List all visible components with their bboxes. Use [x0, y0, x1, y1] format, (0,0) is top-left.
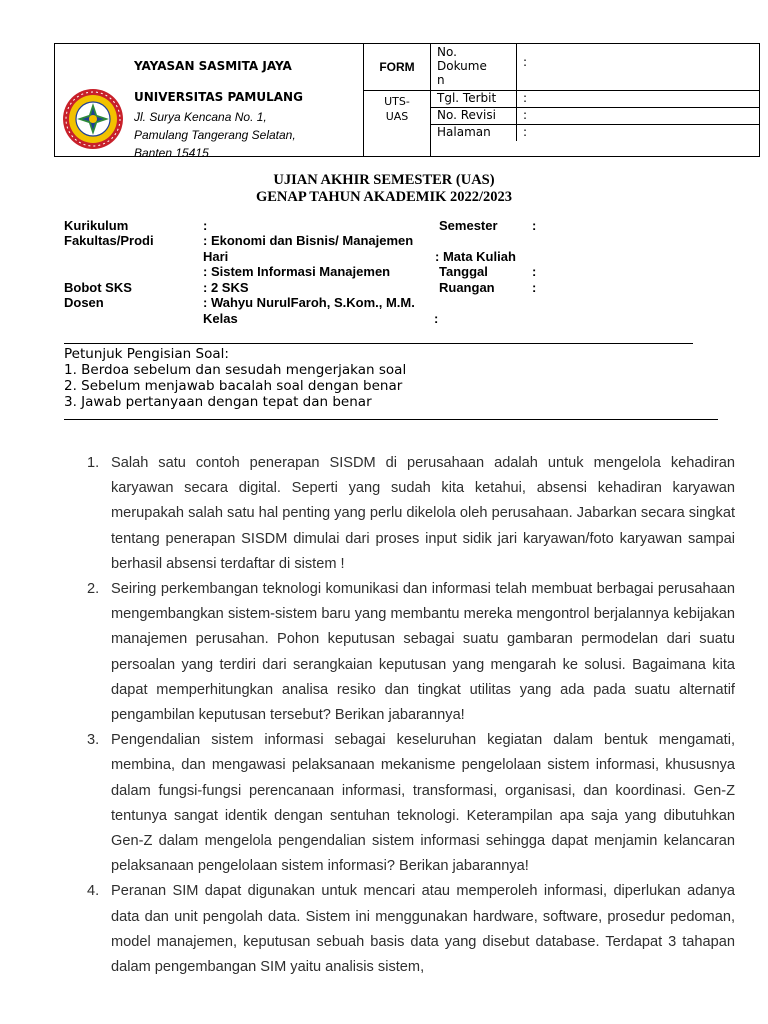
meta-label-halaman: Halaman	[431, 125, 517, 141]
header-org-cell	[55, 44, 364, 160]
org-name-university: UNIVERSITAS PAMULANG	[134, 90, 303, 104]
header-form-cell	[364, 44, 431, 157]
question-text: Salah satu contoh penerapan SISDM di perusahaan adalah untuk mengelola kehadiran karyawan secara digital. Seperti yang sudah kita ketahui, absensi kehadiran karyawan merupakah salah satu hal penting yang perlu dikelola oleh perusahaan. Jabarkan secara singkat tentang penerapan SISDM dimulai dari proses input sidik jari karyawan/foto karyawan sampai berhasil absensi terdaftar di sistem !	[111, 455, 735, 572]
question-item	[87, 879, 735, 980]
meta-colon: :	[523, 125, 528, 139]
info-label-kelas: Kelas	[203, 311, 238, 326]
question-number: 2.	[87, 581, 100, 598]
form-label: FORM	[364, 44, 430, 91]
info-label-hari: Hari	[203, 249, 229, 264]
instructions-top-rule	[64, 343, 693, 344]
meta-label-no-revisi: No. Revisi	[431, 108, 517, 124]
exam-subtitle: GENAP TAHUN AKADEMIK 2022/2023	[255, 189, 513, 205]
info-colon-tanggal: :	[532, 264, 537, 279]
info-colon-semester: :	[532, 218, 537, 233]
info-value-fakultas: : Ekonomi dan Bisnis/ Manajemen	[203, 233, 414, 248]
meta-label-no-dokumen	[431, 44, 517, 90]
form-code-line-2: UAS	[385, 110, 409, 123]
meta-label-line: n	[437, 73, 445, 87]
address-line-1: Jl. Surya Kencana No. 1,	[134, 110, 267, 124]
question-text: Pengendalian sistem informasi sebagai keseluruhan kegiatan dalam bentuk mengamati, membina, dan mengawasi pelaksanaan mekanisme pengelolaan sistem informasi, khususnya dalam fungsi-fungsi perencanaan informasi, transformasi, organisasi, dan koordinasi. Gen-Z tentunya sangat identik dengan sentuhan teknologi. Keterampilan apa saja yang dibutuhkan Gen-Z dalam mengelola pengendalian sistem informasi sehingga dapat menjamin kelancaran pelaksanaan pengelolaan sistem informasi? Berikan jabarannya!	[111, 732, 735, 875]
meta-label-line: Dokume	[437, 59, 487, 73]
question-list	[87, 451, 735, 980]
question-text: Seiring perkembangan teknologi komunikasi dan informasi telah membuat berbagai perusahaan mengembangkan sistem-sistem baru yang membantu mereka mengontrol berjalannya kebijakan manajemen perusahan. Pohon keputusan sebagai suatu gambaran permodelan dari suatu persoalan yang terdiri dari serangkaian keputusan yang mengarah ke solusi. Bagaimana kita dapat memperhitungkan analisa resiko dan tingkat utilitas yang ada pada suatu alternatif pengambilan keputusan tersebut? Berikan jabarannya!	[111, 581, 735, 724]
question-text: Peranan SIM dapat digunakan untuk mencari atau memperoleh informasi, diperlukan adanya data dan unit pengolah data. Sistem ini menggunakan hardware, software, prosedur pedoman, model manajemen, keputusan sebuah basis data yang disebut database. Terdapat 3 tahapan dalam pengembangan SIM yaitu analisis sistem,	[111, 883, 735, 976]
address-line-3: Banten 15415	[134, 146, 209, 160]
question-number: 4.	[87, 883, 100, 900]
org-address	[134, 108, 362, 162]
info-value-mata-kuliah: : Sistem Informasi Manajemen	[203, 264, 391, 279]
instruction-item: 2. Sebelum menjawab bacalah soal dengan benar	[64, 378, 403, 394]
meta-label-line: No.	[437, 45, 457, 59]
info-colon-ruangan: :	[532, 280, 537, 295]
info-label-kurikulum: Kurikulum	[64, 218, 129, 233]
meta-label-tgl-terbit: Tgl. Terbit	[431, 91, 517, 107]
info-value-dosen: : Wahyu NurulFaroh, S.Kom., M.M.	[203, 295, 415, 310]
info-label-bobot: Bobot SKS	[64, 280, 132, 295]
info-label-dosen: Dosen	[64, 295, 104, 310]
form-code-line-1: UTS-	[384, 95, 410, 108]
exam-title: UJIAN AKHIR SEMESTER (UAS)	[273, 172, 495, 188]
question-number: 1.	[87, 455, 100, 471]
info-colon-kelas: :	[434, 311, 439, 326]
form-code	[364, 91, 430, 124]
info-label-mata-kuliah: : Mata Kuliah	[435, 249, 516, 264]
question-item	[87, 451, 735, 577]
meta-colon: :	[523, 91, 528, 105]
meta-row-no-dokumen	[431, 44, 759, 91]
question-number: 3.	[87, 732, 100, 749]
question-item	[87, 577, 735, 728]
meta-colon: :	[523, 108, 528, 122]
meta-row-tgl-terbit	[431, 91, 759, 108]
instruction-item: 3. Jawab pertanyaan dengan tepat dan benar	[64, 394, 372, 410]
header-meta-cell	[431, 44, 760, 157]
header-table	[54, 43, 760, 160]
question-item	[87, 728, 735, 879]
instructions-bottom-rule	[64, 419, 718, 420]
instruction-item: 1. Berdoa sebelum dan sesudah mengerjakan soal	[64, 362, 407, 378]
info-label-semester: Semester	[439, 218, 498, 233]
info-colon-kurikulum: :	[203, 218, 208, 233]
meta-colon: :	[523, 55, 528, 69]
info-value-bobot: : 2 SKS	[203, 280, 249, 295]
instructions-heading: Petunjuk Pengisian Soal:	[64, 346, 229, 362]
org-name-yayasan: YAYASAN SASMITA JAYA	[134, 59, 292, 73]
university-logo-icon	[62, 88, 124, 150]
info-label-ruangan: Ruangan	[439, 280, 495, 295]
meta-row-no-revisi	[431, 108, 759, 125]
address-line-2: Pamulang Tangerang Selatan,	[134, 128, 296, 142]
info-label-fakultas: Fakultas/Prodi	[64, 233, 154, 248]
info-label-tanggal: Tanggal	[439, 264, 488, 279]
meta-row-halaman	[431, 125, 759, 141]
